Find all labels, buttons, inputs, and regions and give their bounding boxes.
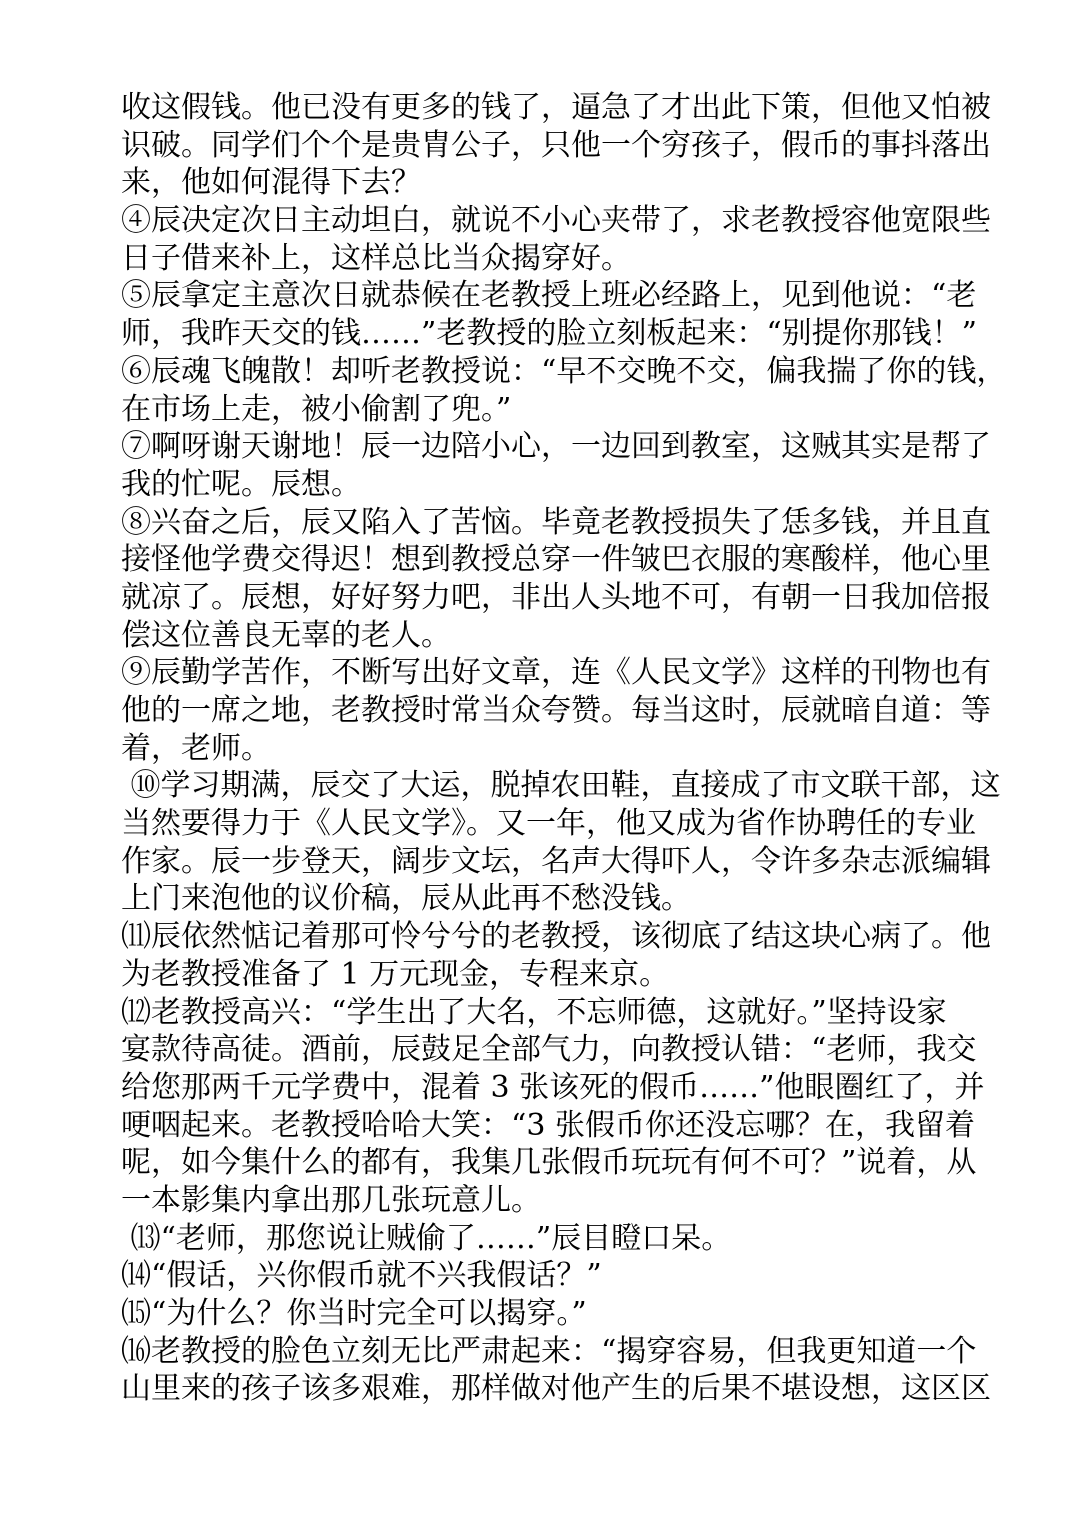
text-line: ⑩学习期满，辰交了大运，脱掉农田鞋，直接成了市文联干部，这 xyxy=(121,768,1001,804)
text-line: ⒁“假话，兴你假币就不兴我假话？” xyxy=(121,1258,602,1294)
text-line: ⑥辰魂飞魄散！却听老教授说：“早不交晚不交，偏我揣了你的钱， xyxy=(121,353,1007,389)
text-line: 呢，如今集什么的都有，我集几张假币玩玩有何不可？”说着，从 xyxy=(121,1145,977,1181)
text-line: ⑦啊呀谢天谢地！辰一边陪小心，一边回到教室，这贼其实是帮了 xyxy=(121,429,991,465)
text-line: 我的忙呢。辰想。 xyxy=(121,466,361,502)
text-line: 作家。辰一步登天，阔步文坛，名声大得吓人，令许多杂志派编辑 xyxy=(121,843,991,879)
text-line: 给您那两千元学费中，混着 3 张该死的假币……”他眼圈红了，并 xyxy=(121,1069,985,1105)
text-line: 收这假钱。他已没有更多的钱了，逼急了才出此下策，但他又怕被 xyxy=(121,90,991,125)
text-line: 山里来的孩子该多艰难，那样做对他产生的后果不堪设想，这区区 xyxy=(121,1371,991,1407)
text-line: ⒀“老师，那您说让贼偷了……”辰目瞪口呆。 xyxy=(121,1220,732,1256)
text-line: ⒃老教授的脸色立刻无比严肃起来：“揭穿容易，但我更知道一个 xyxy=(121,1333,977,1369)
text-line: 他的一席之地，老教授时常当众夸赞。每当这时，辰就暗自道：等 xyxy=(121,693,991,728)
text-line: 当然要得力于《人民文学》。又一年，他又成为省作协聘任的专业 xyxy=(121,806,976,842)
text-line: 哽咽起来。老教授哈哈大笑：“3 张假币你还没忘哪？在，我留着 xyxy=(121,1107,975,1143)
text-line: 宴款待高徒。酒前，辰鼓足全部气力，向教授认错：“老师，我交 xyxy=(121,1032,977,1068)
text-line: 接怪他学费交得迟！想到教授总穿一件皱巴衣服的寒酸样，他心里 xyxy=(121,542,991,578)
text-line: ⒂“为什么？你当时完全可以揭穿。” xyxy=(121,1296,587,1331)
text-line: ⑾辰依然惦记着那可怜兮兮的老教授，该彻底了结这块心病了。他 xyxy=(121,919,991,955)
text-line: 一本影集内拿出那几张玩意儿。 xyxy=(121,1182,541,1218)
text-line: ⑤辰拿定主意次日就恭候在老教授上班必经路上，见到他说：“老 xyxy=(121,278,977,314)
text-line: 师，我昨天交的钱……”老教授的脸立刻板起来：“别提你那钱！” xyxy=(121,316,978,352)
text-line: 来，他如何混得下去？ xyxy=(121,165,421,201)
text-line: 偿这位善良无辜的老人。 xyxy=(121,617,451,653)
text-line: 在市场上走，被小偷割了兜。” xyxy=(121,391,512,427)
article-body xyxy=(121,89,1007,1408)
text-line: ⑿老教授高兴：“学生出了大名，不忘师德，这就好。”坚持设家 xyxy=(121,994,947,1030)
text-line: 为老教授准备了 1 万元现金，专程来京。 xyxy=(121,956,670,992)
text-line: 上门来泡他的议价稿，辰从此再不愁没钱。 xyxy=(121,881,691,917)
text-line: ⑨辰勤学苦作，不断写出好文章，连《人民文学》这样的刊物也有 xyxy=(121,655,991,691)
text-line: ④辰决定次日主动坦白，就说不小心夹带了，求老教授容他宽限些 xyxy=(121,203,991,239)
text-line: 就凉了。辰想，好好努力吧，非出人头地不可，有朝一日我加倍报 xyxy=(121,579,991,615)
text-line: ⑧兴奋之后，辰又陷入了苦恼。毕竟老教授损失了恁多钱，并且直 xyxy=(121,504,991,540)
text-line: 识破。同学们个个是贵胄公子，只他一个穷孩子，假币的事抖落出 xyxy=(121,127,991,163)
text-line: 着，老师。 xyxy=(121,730,271,766)
text-line: 日子借来补上，这样总比当众揭穿好。 xyxy=(121,240,631,276)
